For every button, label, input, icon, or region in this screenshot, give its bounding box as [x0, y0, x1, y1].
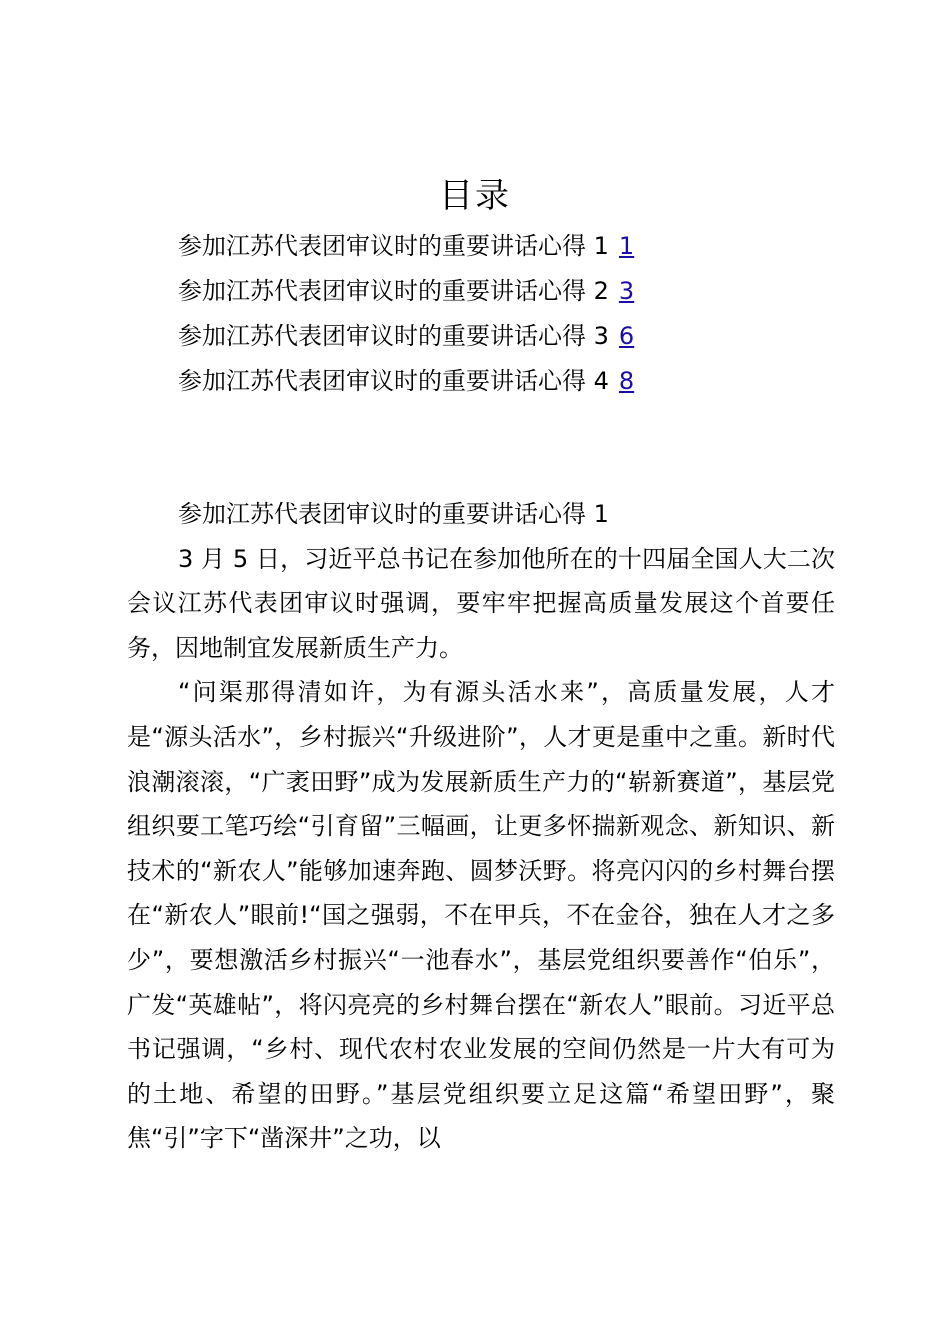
table-of-contents [178, 224, 858, 404]
toc-entry [178, 224, 858, 269]
toc-entry-label: 参加江苏代表团审议时的重要讲话心得 4 [178, 367, 609, 395]
article-paragraph: “问渠那得清如许，为有源头活水来”，高质量发展，人才是“源头活水”，乡村振兴“升级进阶”，人才更是重中之重。新时代浪潮滚滚，“广袤田野”成为发展新质生产力的“崭新赛道”，基层党组织要工笔巧绘“引育留”三幅画，让更多怀揣新观念、新知识、新技术的“新农人”能够加速奔跑、圆梦沃野。将亮闪闪的乡村舞台摆在“新农人”眼前!“国之强弱，不在甲兵，不在金谷，独在人才之多少”，要想激活乡村振兴“一池春水”，基层党组织要善作“伯乐”，广发“英雄帖”，将闪亮亮的乡村舞台摆在“新农人”眼前。习近平总书记强调，“乡村、现代农村农业发展的空间仍然是一片大有可为的土地、希望的田野。”基层党组织要立足这篇“希望田野”，聚焦“引”字下“凿深井”之功，以 [127, 678, 835, 1153]
toc-page-link[interactable]: 6 [618, 322, 635, 350]
toc-page-link[interactable]: 1 [618, 232, 635, 260]
article-paragraph: 3 月 5 日，习近平总书记在参加他所在的十四届全国人大二次会议江苏代表团审议时强调，要牢牢把握高质量发展这个首要任务，因地制宜发展新质生产力。 [127, 544, 835, 662]
toc-entry [178, 314, 858, 359]
article-heading: 参加江苏代表团审议时的重要讲话心得 1 [178, 500, 609, 528]
toc-entry [178, 269, 858, 314]
toc-entry-label: 参加江苏代表团审议时的重要讲话心得 1 [178, 232, 609, 260]
toc-title: 目录 [439, 176, 511, 216]
toc-entry-label: 参加江苏代表团审议时的重要讲话心得 3 [178, 322, 609, 350]
toc-page-link[interactable]: 3 [618, 277, 635, 305]
toc-page-link[interactable]: 8 [618, 367, 635, 395]
article-body [127, 492, 835, 1161]
toc-entry [178, 359, 858, 404]
toc-entry-label: 参加江苏代表团审议时的重要讲话心得 2 [178, 277, 609, 305]
